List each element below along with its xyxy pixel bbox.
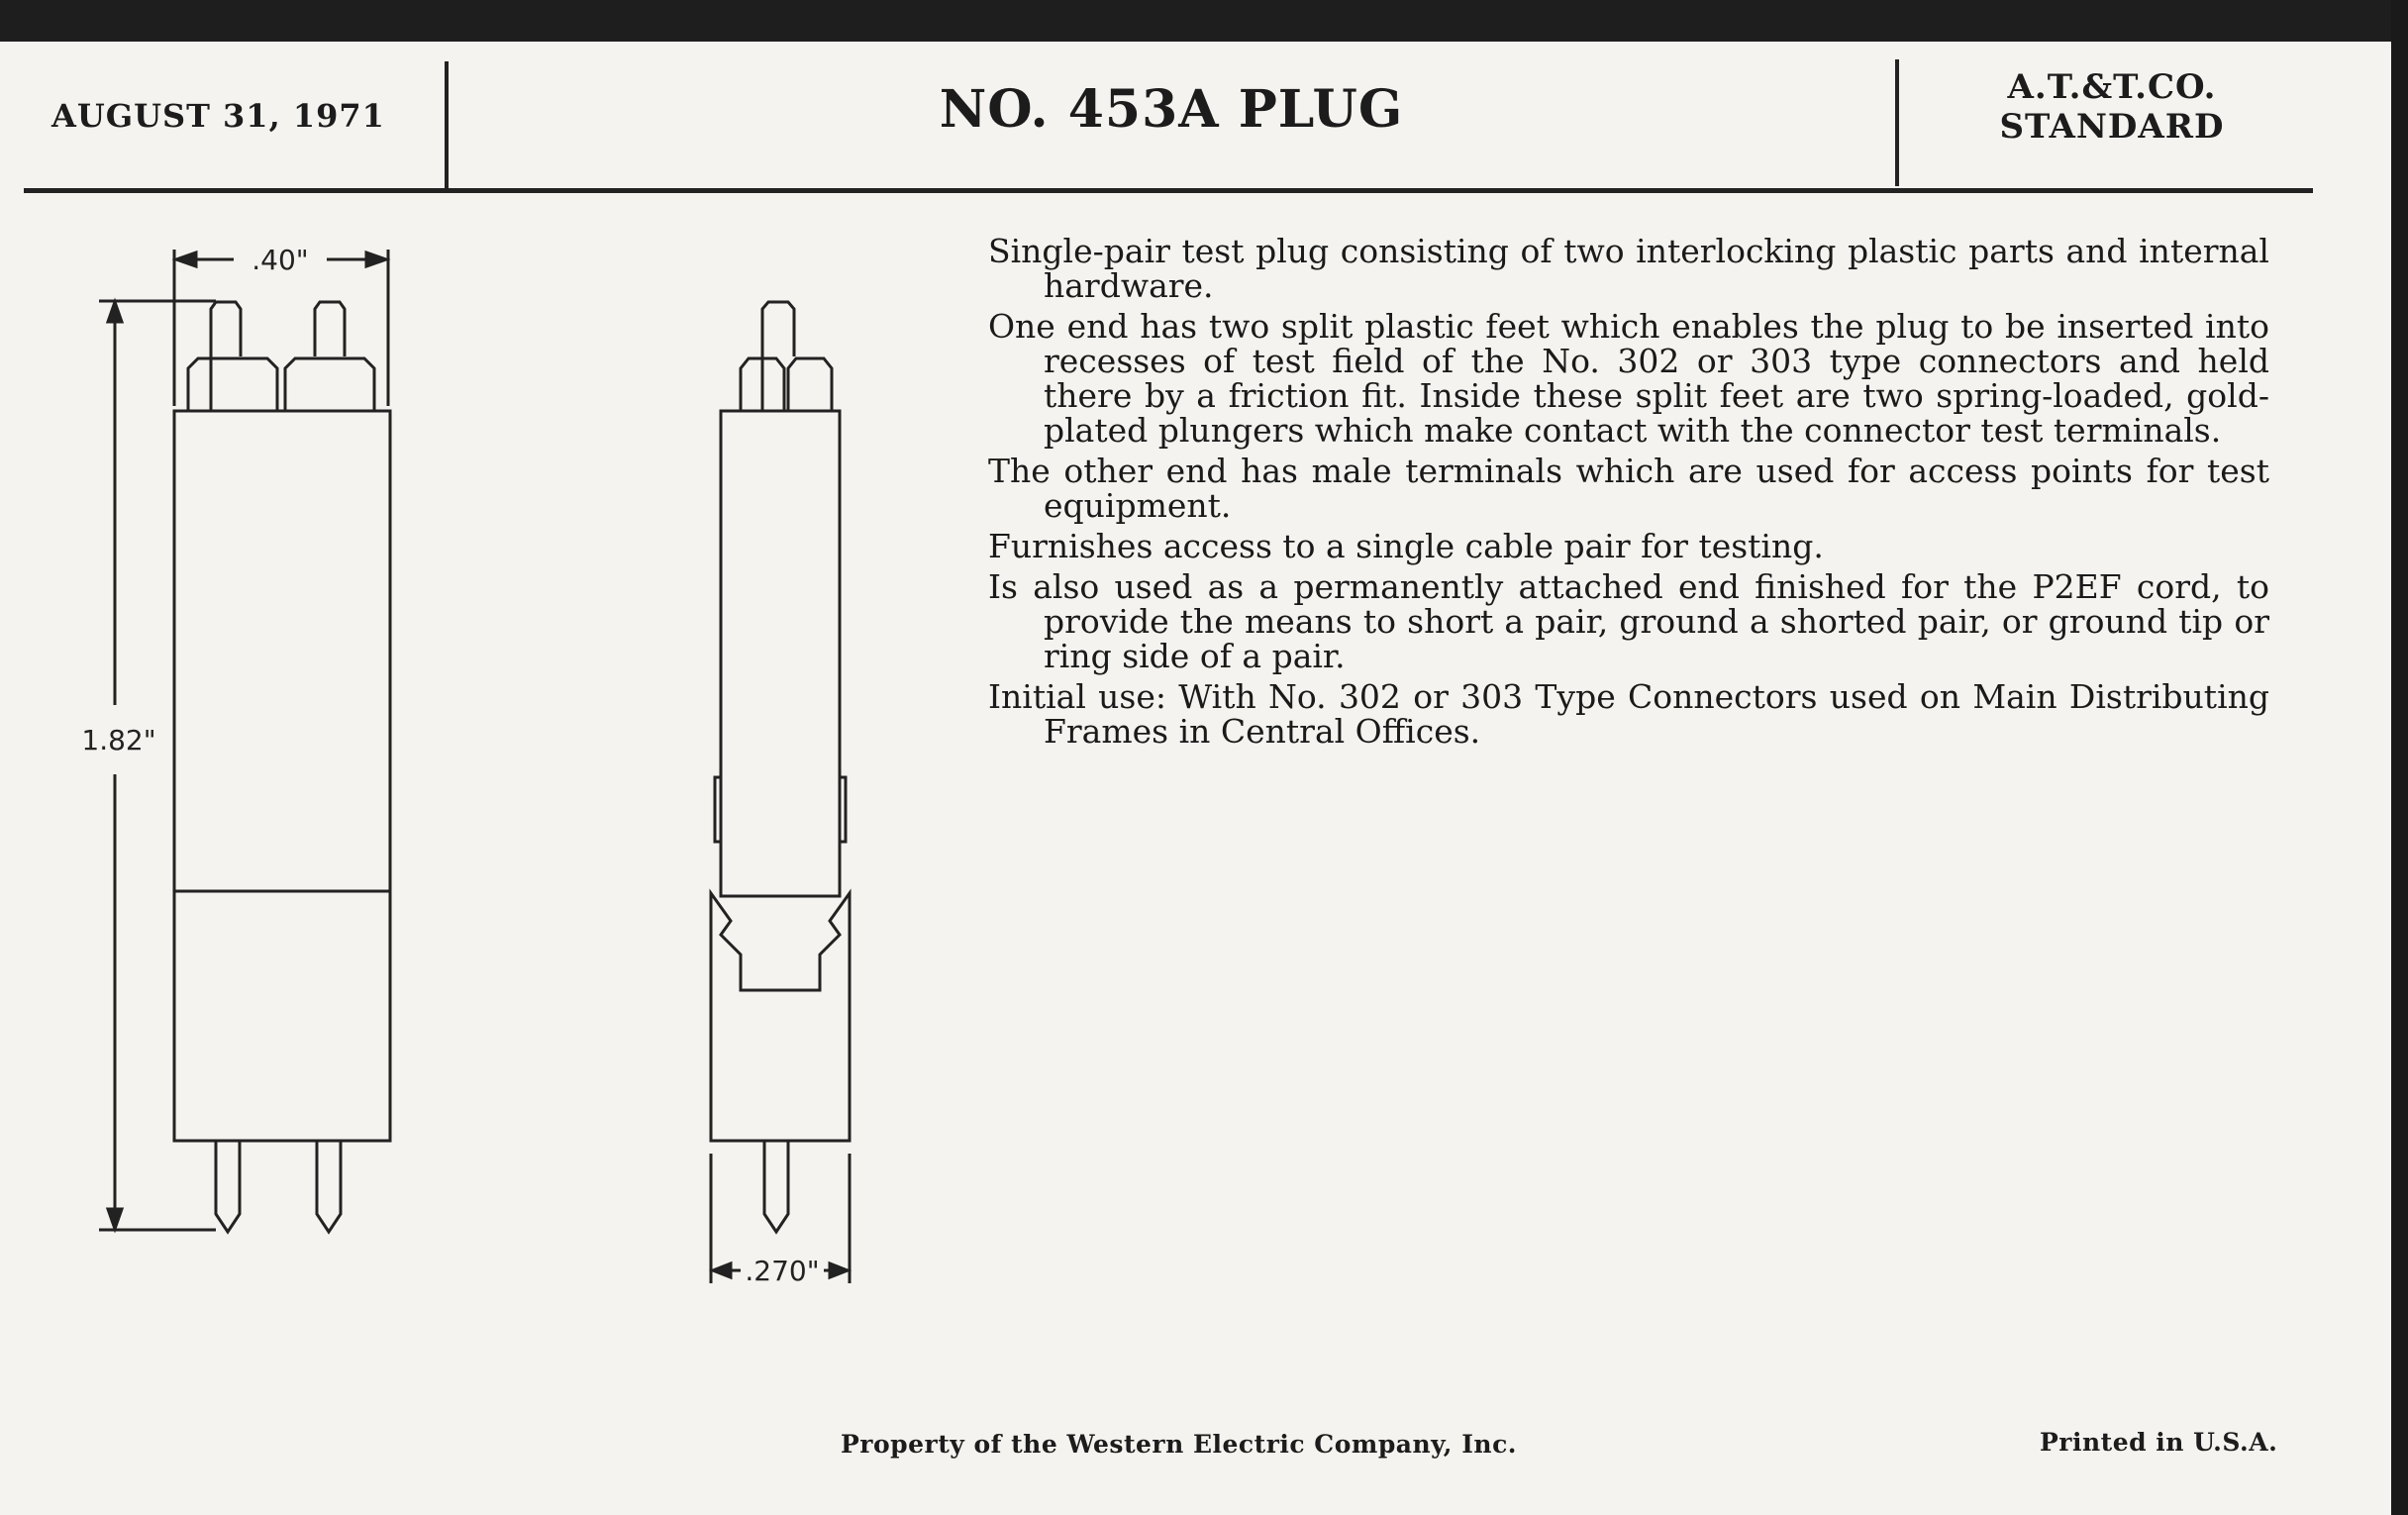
description <box>988 234 2269 755</box>
side-lower-housing <box>711 893 850 1141</box>
side-upper-body <box>721 411 840 896</box>
page-title: NO. 453A PLUG <box>939 79 1404 140</box>
width-dimension-label: .40" <box>251 244 309 276</box>
description-paragraph: Is also used as a permanently attached end finished for the P2EF cord, to provide the means to short a pair, ground a shorted pair, or ground tip or ring side of a pair. <box>988 567 2269 675</box>
standard-line-2: STANDARD <box>1999 107 2225 147</box>
width-arrow-left <box>176 252 196 266</box>
description-paragraph: Initial use: With No. 302 or 303 Type Connectors used on Main Distributing Frames in Central Offices. <box>988 677 2269 751</box>
issue-date: AUGUST 31, 1971 <box>51 97 385 135</box>
printed-notice: Printed in U.S.A. <box>2040 1428 2278 1457</box>
bottom-pin-right <box>317 1141 341 1232</box>
front-body <box>174 411 390 1141</box>
split-foot-right <box>285 358 374 411</box>
height-arrow-top <box>108 302 122 322</box>
height-arrow-bottom <box>108 1209 122 1229</box>
description-paragraph: One end has two split plastic feet which enables the plug to be inserted into recesses of test field of the No. 302 or 303 type connectors and held there by a friction fit. Inside these split feet are two spring-loaded, gold-plated plungers which make contact with the connector test terminals. <box>988 307 2269 450</box>
side-view <box>711 302 850 1283</box>
description-paragraph: Single-pair test plug consisting of two interlocking plastic parts and internal hardware. <box>988 232 2269 305</box>
bottom-pin-left <box>216 1141 240 1232</box>
depth-arrow-right <box>830 1263 848 1277</box>
top-pin-right <box>315 302 345 356</box>
depth-arrow-left <box>713 1263 731 1277</box>
side-foot-right <box>788 358 832 411</box>
top-pin-left <box>211 302 241 411</box>
side-tab-right <box>840 777 846 842</box>
side-tab-left <box>715 777 721 842</box>
side-bottom-pin <box>764 1141 788 1232</box>
height-dimension-label: 1.82" <box>81 724 156 757</box>
depth-dimension-label: .270" <box>745 1255 820 1287</box>
description-paragraph: Furnishes access to a single cable pair for testing. <box>988 527 1824 565</box>
width-arrow-right <box>366 252 386 266</box>
standard-line-1: A.T.&T.CO. <box>2007 67 2217 107</box>
description-paragraph: The other end has male terminals which are used for access points for test equipment. <box>988 452 2269 525</box>
split-foot-left <box>188 358 277 411</box>
property-notice: Property of the Western Electric Company, Inc. <box>841 1430 1518 1459</box>
